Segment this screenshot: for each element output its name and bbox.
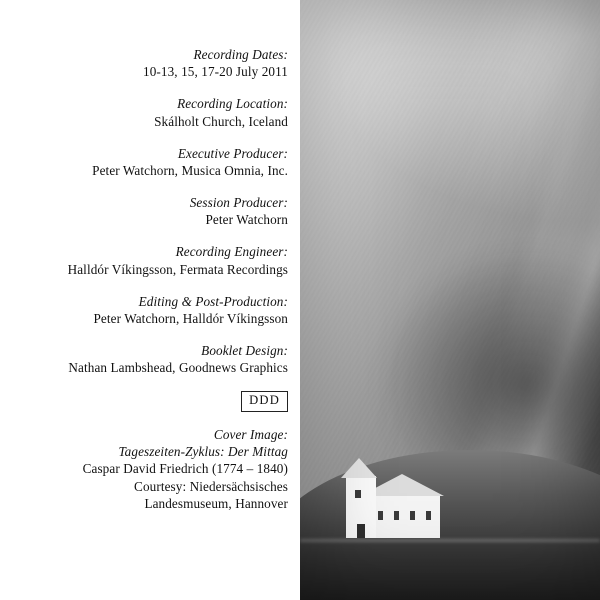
credit-recording-dates xyxy=(10,46,288,81)
cover-image-artist: Caspar David Friedrich (1774 – 1840) xyxy=(82,461,288,477)
cover-image-title: Tageszeiten-Zyklus: Der Mittag xyxy=(118,443,288,459)
credit-value: Peter Watchorn, Musica Omnia, Inc. xyxy=(92,163,288,179)
credit-value: Peter Watchorn xyxy=(205,212,288,228)
credit-label: Recording Dates: xyxy=(193,47,288,62)
credit-editing-post-production xyxy=(10,293,288,328)
credit-label: Recording Location: xyxy=(177,96,288,112)
church-landscape-rainbow-photo xyxy=(300,0,600,600)
credit-value: Skálholt Church, Iceland xyxy=(154,113,288,129)
church-window xyxy=(410,511,415,520)
credit-label: Booklet Design: xyxy=(201,343,288,359)
credit-booklet-design xyxy=(10,342,288,377)
credit-label: Editing & Post-Production: xyxy=(138,293,288,309)
credit-label: Session Producer: xyxy=(189,195,288,211)
credit-label: Executive Producer: xyxy=(177,145,288,161)
church-window xyxy=(394,511,399,520)
church-building xyxy=(342,454,462,538)
cover-image-courtesy-line-2: Landesmuseum, Hannover xyxy=(144,496,288,512)
cover-image-label: Cover Image: xyxy=(213,426,288,442)
church-tower-roof xyxy=(341,458,377,478)
cover-image-credit xyxy=(10,426,288,513)
credit-value: 10-13, 15, 17-20 July 2011 xyxy=(143,64,288,80)
credit-value: Peter Watchorn, Halldór Víkingsson xyxy=(93,311,288,327)
credit-session-producer xyxy=(10,194,288,229)
credit-label: Recording Engineer: xyxy=(175,244,288,260)
dark-cloud xyxy=(370,240,600,480)
tower-window xyxy=(355,490,361,498)
cover-image-courtesy-line-1: Courtesy: Niedersächsisches xyxy=(134,478,288,494)
credit-recording-location xyxy=(10,95,288,130)
hill-highlight-edge xyxy=(300,539,600,542)
church-door xyxy=(357,524,365,538)
church-window xyxy=(426,511,431,520)
credit-value: Halldór Víkingsson, Fermata Recordings xyxy=(67,261,288,277)
ddd-badge-wrapper xyxy=(10,391,288,411)
church-window xyxy=(378,511,383,520)
credit-value: Nathan Lambshead, Goodnews Graphics xyxy=(68,360,288,376)
ddd-badge: DDD xyxy=(241,391,288,411)
credit-recording-engineer xyxy=(10,243,288,278)
credit-executive-producer xyxy=(10,145,288,180)
